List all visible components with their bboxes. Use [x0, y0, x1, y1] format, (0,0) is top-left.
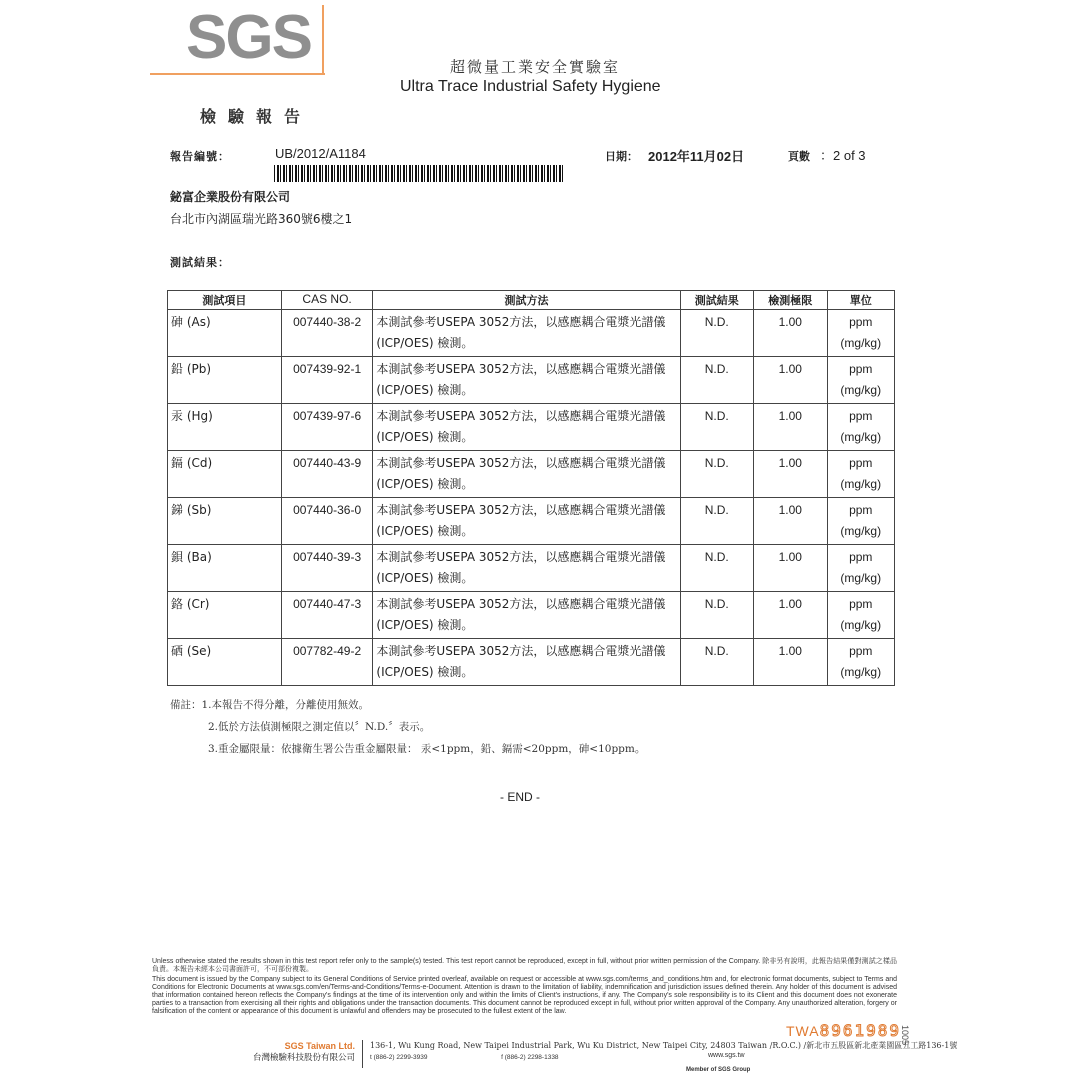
lab-name-chinese: 超微量工業安全實驗室: [450, 58, 621, 76]
footer-address-block: [370, 1040, 957, 1064]
disclaimer: [152, 958, 897, 1018]
side-code: 1005: [900, 1025, 910, 1046]
page-count: ：2 of 3: [820, 148, 866, 163]
cell-cas: 007439-92-1: [281, 357, 373, 404]
sgs-logo-text: SGS: [186, 3, 311, 72]
note-line-1: 備註：1.本報告不得分離，分離使用無效。: [170, 699, 370, 711]
lab-name-english: Ultra Trace Industrial Safety Hygiene: [400, 78, 661, 95]
footer-brand-block: [220, 1040, 355, 1064]
table-row: [168, 357, 895, 404]
cell-method: 本測試參考USEPA 3052方法，以感應耦合電漿光譜儀(ICP/OES) 檢測。: [373, 639, 680, 686]
cell-limit: 1.00: [754, 310, 828, 357]
company-name: 鉍富企業股份有限公司: [170, 190, 291, 204]
header-unit: 單位: [827, 291, 894, 310]
disclaimer-paragraph-2: This document is issued by the Company subject to its General Conditions of Service printed overleaf, available on request or accessible at www.sgs.com/terms_and_conditions.htm and, for electronic format documents, subject to Terms and Conditions for Electronic Documents at www.sgs.com/en/Terms-and-Conditions/Terms-e-Document. Attention is drawn to the limitation of liability, indemnification and jurisdiction issues defined therein. Any holder of this document is advised that information contained hereon reflects the Company's findings at the time of its intervention only and within the limits of Client's instructions, if any. The Company's sole responsibility is to its Client and this document does not exonerate parties to a transaction from exercising all their rights and obligations under the transaction documents. This document cannot be reproduced except in full, without prior written approval of the Company. Any unauthorized alteration, forgery or falsification of the content or appearance of this document is unlawful and offenders may be prosecuted to the fullest extent of the law.: [152, 976, 897, 1015]
table-row: [168, 498, 895, 545]
cell-result: N.D.: [680, 498, 754, 545]
cell-cas: 007440-36-0: [281, 498, 373, 545]
cell-cas: 007439-97-6: [281, 404, 373, 451]
table-row: [168, 451, 895, 498]
cell-limit: 1.00: [754, 451, 828, 498]
cell-cas: 007440-39-3: [281, 545, 373, 592]
footer-brand-chinese: 台灣檢驗科技股份有限公司: [252, 1053, 355, 1063]
note-line-2: 2.低於方法偵測極限之測定值以〞N.D.〞表示。: [208, 721, 431, 733]
header-result: 測試結果: [680, 291, 754, 310]
document-title: 檢驗報告: [200, 107, 313, 126]
cell-result: N.D.: [680, 545, 754, 592]
cell-result: N.D.: [680, 639, 754, 686]
page-label: 頁數: [788, 150, 810, 163]
cell-unit: ppm (mg/kg): [827, 357, 894, 404]
twa-serial: [786, 1021, 901, 1040]
barcode: [274, 165, 564, 182]
cell-limit: 1.00: [754, 545, 828, 592]
footer-website: www.sgs.tw: [708, 1052, 745, 1059]
footer-divider: [362, 1040, 363, 1068]
cell-result: N.D.: [680, 404, 754, 451]
logo-underline: [150, 73, 325, 75]
footer-address: 136-1, Wu Kung Road, New Taipei Industrial Park, Wu Ku District, New Taipei City, 24803 Taiwan /R.O.C.) /新北市五股區新北產業園區五工路136-1號: [370, 1041, 958, 1050]
cell-cas: 007782-49-2: [281, 639, 373, 686]
cell-limit: 1.00: [754, 357, 828, 404]
cell-cas: 007440-43-9: [281, 451, 373, 498]
cell-item: 鉛 (Pb): [168, 357, 282, 404]
sgs-logo: [150, 5, 330, 77]
cell-unit: ppm (mg/kg): [827, 592, 894, 639]
cell-limit: 1.00: [754, 592, 828, 639]
report-date: 2012年11月02日: [648, 149, 745, 164]
cell-result: N.D.: [680, 592, 754, 639]
cell-unit: ppm (mg/kg): [827, 310, 894, 357]
cell-method: 本測試參考USEPA 3052方法，以感應耦合電漿光譜儀(ICP/OES) 檢測。: [373, 498, 680, 545]
table-header-row: [168, 291, 895, 310]
twa-prefix: TWA: [786, 1023, 820, 1039]
report-number-label: 報告編號：: [170, 150, 230, 163]
cell-limit: 1.00: [754, 404, 828, 451]
cell-unit: ppm (mg/kg): [827, 545, 894, 592]
cell-unit: ppm (mg/kg): [827, 639, 894, 686]
cell-unit: ppm (mg/kg): [827, 498, 894, 545]
disclaimer-paragraph-1: Unless otherwise stated the results shown in this test report refer only to the sample(s) tested. This test report cannot be reproduced, except in full, without prior written permission of the Company. 除非另有說明，此報告結果僅對測試之樣品負責。本報告未經本公司書面許可，不可部份複製。: [152, 958, 897, 973]
table-row: [168, 592, 895, 639]
cell-item: 鋇 (Ba): [168, 545, 282, 592]
cell-item: 硒 (Se): [168, 639, 282, 686]
header-method: 測試方法: [373, 291, 680, 310]
table-row: [168, 545, 895, 592]
cell-result: N.D.: [680, 451, 754, 498]
table-row: [168, 639, 895, 686]
footer-fax: f (886-2) 2298-1338: [501, 1054, 559, 1061]
table-row: [168, 310, 895, 357]
report-number: UB/2012/A1184: [275, 146, 366, 161]
cell-method: 本測試參考USEPA 3052方法，以感應耦合電漿光譜儀(ICP/OES) 檢測。: [373, 357, 680, 404]
cell-unit: ppm (mg/kg): [827, 404, 894, 451]
cell-item: 砷 (As): [168, 310, 282, 357]
cell-item: 銻 (Sb): [168, 498, 282, 545]
cell-method: 本測試參考USEPA 3052方法，以感應耦合電漿光譜儀(ICP/OES) 檢測。: [373, 592, 680, 639]
header-cas: CAS NO.: [281, 291, 373, 310]
cell-limit: 1.00: [754, 498, 828, 545]
cell-result: N.D.: [680, 310, 754, 357]
cell-method: 本測試參考USEPA 3052方法，以感應耦合電漿光譜儀(ICP/OES) 檢測。: [373, 404, 680, 451]
cell-item: 鎘 (Cd): [168, 451, 282, 498]
cell-unit: ppm (mg/kg): [827, 451, 894, 498]
twa-number: 8961989: [819, 1021, 902, 1040]
cell-limit: 1.00: [754, 639, 828, 686]
cell-item: 鉻 (Cr): [168, 592, 282, 639]
results-table: [167, 290, 895, 686]
date-label: 日期：: [605, 150, 638, 163]
cell-cas: 007440-38-2: [281, 310, 373, 357]
notes: [170, 694, 645, 760]
results-label: 測試結果：: [170, 256, 230, 269]
cell-method: 本測試參考USEPA 3052方法，以感應耦合電漿光譜儀(ICP/OES) 檢測。: [373, 545, 680, 592]
header-item: 測試項目: [168, 291, 282, 310]
header-limit: 檢測極限: [754, 291, 828, 310]
note-line-3: 3.重金屬限量：依據衛生署公告重金屬限量： 汞<1ppm，鉛、鎘需<20ppm，砷<10ppm。: [208, 743, 646, 755]
cell-method: 本測試參考USEPA 3052方法，以感應耦合電漿光譜儀(ICP/OES) 檢測。: [373, 451, 680, 498]
end-marker: - END -: [500, 790, 540, 804]
cell-item: 汞 (Hg): [168, 404, 282, 451]
logo-vertical-line: [322, 5, 324, 75]
table-row: [168, 404, 895, 451]
footer-member: Member of SGS Group: [686, 1067, 751, 1073]
footer-brand-english: SGS Taiwan Ltd.: [284, 1041, 355, 1051]
cell-method: 本測試參考USEPA 3052方法，以感應耦合電漿光譜儀(ICP/OES) 檢測。: [373, 310, 680, 357]
footer-phone: t (886-2) 2299-3939: [370, 1054, 428, 1061]
cell-result: N.D.: [680, 357, 754, 404]
company-address: 台北市內湖區瑞光路360號6樓之1: [170, 212, 353, 226]
footer-contacts: [370, 1052, 957, 1064]
cell-cas: 007440-47-3: [281, 592, 373, 639]
